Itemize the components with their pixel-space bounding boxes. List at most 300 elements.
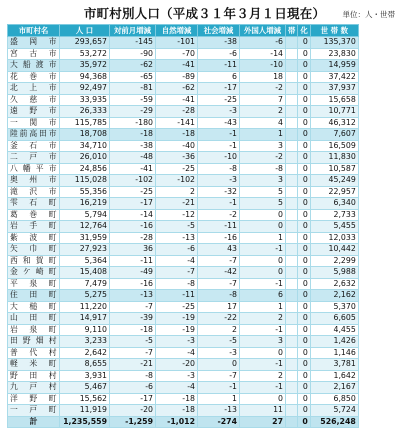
cell-municipality: 洋野町 [8, 393, 60, 405]
cell-foreign-change: 0 [240, 347, 286, 359]
cell-col7 [286, 163, 298, 175]
cell-col8: 0 [298, 221, 310, 233]
cell-col7 [286, 140, 298, 152]
cell-foreign-change: -1 [240, 244, 286, 256]
cell-col7 [286, 324, 298, 336]
table-row [8, 37, 359, 49]
cell-natural-change: -3 [156, 370, 198, 382]
cell-month-change: -18 [110, 324, 156, 336]
cell-social-change: 43 [198, 244, 240, 256]
cell-col8: 0 [298, 140, 310, 152]
cell-month-change: -59 [110, 94, 156, 106]
cell-households: 7,607 [310, 129, 358, 141]
cell-col8: 0 [298, 71, 310, 83]
cell-population: 34,710 [60, 140, 110, 152]
table-row [8, 221, 359, 233]
cell-month-change: -102 [110, 175, 156, 187]
cell-social-change: -32 [198, 186, 240, 198]
cell-social-change: -13 [198, 405, 240, 417]
cell-social-change: -1 [198, 129, 240, 141]
cell-natural-change: -18 [156, 405, 198, 417]
cell-natural-change: -8 [156, 278, 198, 290]
cell-natural-change: -4 [156, 347, 198, 359]
cell-foreign-change: 1 [240, 129, 286, 141]
cell-social-change: -1 [198, 140, 240, 152]
cell-col7 [286, 186, 298, 198]
cell-col7 [286, 359, 298, 371]
cell-natural-change: -28 [156, 106, 198, 118]
cell-population: 7,479 [60, 278, 110, 290]
cell-municipality: 花巻市 [8, 71, 60, 83]
cell-col7 [286, 175, 298, 187]
table-row [8, 152, 359, 164]
cell-col8: 0 [298, 370, 310, 382]
cell-foreign-change: -1 [240, 359, 286, 371]
table-row [8, 140, 359, 152]
cell-social-change: -43 [198, 117, 240, 129]
cell-population: 26,333 [60, 106, 110, 118]
header-social-change: 社会増減 [198, 25, 240, 37]
cell-natural-change: -7 [156, 267, 198, 279]
cell-municipality: 平泉町 [8, 278, 60, 290]
cell-month-change: -5 [110, 336, 156, 348]
cell-col8: 0 [298, 267, 310, 279]
cell-municipality: 北上市 [8, 83, 60, 95]
cell-population: 18,708 [60, 129, 110, 141]
cell-month-change: -8 [110, 370, 156, 382]
cell-col8: 0 [298, 60, 310, 72]
document-title: 市町村別人口（平成３１年３月１日現在） [83, 6, 326, 21]
table-row [8, 382, 359, 394]
cell-foreign-change: 3 [240, 336, 286, 348]
cell-col8: 0 [298, 198, 310, 210]
cell-population: 11,919 [60, 405, 110, 417]
cell-population: 9,110 [60, 324, 110, 336]
cell-foreign-change: 0 [240, 393, 286, 405]
cell-households: 4,455 [310, 324, 358, 336]
cell-col8: 0 [298, 301, 310, 313]
cell-col7 [286, 370, 298, 382]
cell-foreign-change: 1 [240, 232, 286, 244]
cell-households: 2,167 [310, 382, 358, 394]
header-municipality: 市町村名 [8, 25, 60, 37]
cell-col7 [286, 129, 298, 141]
cell-households: 10,442 [310, 244, 358, 256]
cell-municipality: 九戸村 [8, 382, 60, 394]
cell-month-change: -29 [110, 106, 156, 118]
cell-households: 1,146 [310, 347, 358, 359]
cell-population: 27,923 [60, 244, 110, 256]
cell-municipality: 一戸町 [8, 405, 60, 417]
table-row [8, 336, 359, 348]
cell-col7 [286, 221, 298, 233]
cell-month-change: -39 [110, 313, 156, 325]
total-cell-social-change: -274 [198, 416, 240, 428]
cell-natural-change: 2 [156, 186, 198, 198]
cell-municipality: 紫波町 [8, 232, 60, 244]
table-row [8, 83, 359, 95]
cell-col8: 0 [298, 336, 310, 348]
cell-households: 10,771 [310, 106, 358, 118]
cell-col7 [286, 313, 298, 325]
cell-col8: 0 [298, 37, 310, 49]
cell-month-change: -21 [110, 359, 156, 371]
cell-population: 3,931 [60, 370, 110, 382]
table-row [8, 106, 359, 118]
cell-natural-change: -141 [156, 117, 198, 129]
cell-municipality: 大船渡市 [8, 60, 60, 72]
cell-municipality: 陸前高田市 [8, 129, 60, 141]
cell-col7 [286, 94, 298, 106]
cell-municipality: 軽米町 [8, 359, 60, 371]
cell-col8: 0 [298, 152, 310, 164]
cell-col8: 0 [298, 48, 310, 60]
cell-households: 14,959 [310, 60, 358, 72]
cell-natural-change: -25 [156, 163, 198, 175]
cell-households: 23,830 [310, 48, 358, 60]
cell-col7 [286, 83, 298, 95]
cell-col8: 0 [298, 186, 310, 198]
cell-col7 [286, 393, 298, 405]
cell-households: 5,724 [310, 405, 358, 417]
cell-municipality: 西和賀町 [8, 255, 60, 267]
table-row [8, 175, 359, 187]
cell-month-change: -180 [110, 117, 156, 129]
cell-natural-change: -21 [156, 198, 198, 210]
cell-col8: 0 [298, 255, 310, 267]
cell-social-change: -17 [198, 83, 240, 95]
table-row [8, 393, 359, 405]
cell-col7 [286, 106, 298, 118]
cell-month-change: -6 [110, 382, 156, 394]
cell-foreign-change: -8 [240, 163, 286, 175]
header-col8: 化 [298, 25, 310, 37]
cell-foreign-change: -6 [240, 37, 286, 49]
table-row [8, 313, 359, 325]
total-cell-foreign-change: 27 [240, 416, 286, 428]
table-header-row [8, 25, 359, 37]
cell-social-change: -1 [198, 382, 240, 394]
header-population: 人 口 [60, 25, 110, 37]
cell-natural-change: -36 [156, 152, 198, 164]
cell-natural-change: -5 [156, 221, 198, 233]
cell-population: 5,364 [60, 255, 110, 267]
cell-foreign-change: 2 [240, 313, 286, 325]
cell-col7 [286, 301, 298, 313]
header-month-change: 対前月増減 [110, 25, 156, 37]
cell-social-change: -7 [198, 255, 240, 267]
cell-col8: 0 [298, 405, 310, 417]
cell-municipality: 滝沢市 [8, 186, 60, 198]
cell-col7 [286, 244, 298, 256]
cell-month-change: -49 [110, 267, 156, 279]
cell-social-change: -8 [198, 290, 240, 302]
cell-natural-change: -18 [156, 129, 198, 141]
cell-foreign-change: -1 [240, 324, 286, 336]
cell-population: 35,972 [60, 60, 110, 72]
cell-foreign-change: 11 [240, 405, 286, 417]
cell-municipality: 宮古市 [8, 48, 60, 60]
table-row [8, 94, 359, 106]
cell-month-change: -145 [110, 37, 156, 49]
cell-month-change: -17 [110, 393, 156, 405]
total-cell-month-change: -1,259 [110, 416, 156, 428]
header-natural-change: 自然増減 [156, 25, 198, 37]
cell-natural-change: -4 [156, 255, 198, 267]
total-cell-households: 526,248 [310, 416, 358, 428]
cell-social-change: -8 [198, 163, 240, 175]
cell-municipality: 久慈市 [8, 94, 60, 106]
cell-social-change: -38 [198, 37, 240, 49]
cell-population: 5,275 [60, 290, 110, 302]
cell-households: 46,312 [310, 117, 358, 129]
cell-natural-change: -13 [156, 232, 198, 244]
cell-natural-change: -89 [156, 71, 198, 83]
cell-social-change: -7 [198, 370, 240, 382]
cell-municipality: 田野畑村 [8, 336, 60, 348]
cell-natural-change: -19 [156, 313, 198, 325]
cell-month-change: -17 [110, 198, 156, 210]
cell-col7 [286, 152, 298, 164]
cell-foreign-change: -14 [240, 48, 286, 60]
cell-households: 37,422 [310, 71, 358, 83]
cell-population: 53,272 [60, 48, 110, 60]
cell-municipality: 岩手町 [8, 221, 60, 233]
cell-municipality: 野田村 [8, 370, 60, 382]
cell-col8: 0 [298, 106, 310, 118]
cell-col8: 0 [298, 290, 310, 302]
cell-population: 15,408 [60, 267, 110, 279]
cell-col8: 0 [298, 278, 310, 290]
cell-social-change: -2 [198, 209, 240, 221]
cell-foreign-change: 2 [240, 106, 286, 118]
cell-foreign-change: 2 [240, 370, 286, 382]
cell-population: 115,028 [60, 175, 110, 187]
cell-col7 [286, 209, 298, 221]
cell-month-change: -11 [110, 255, 156, 267]
cell-natural-change: -18 [156, 393, 198, 405]
cell-col7 [286, 255, 298, 267]
cell-month-change: -90 [110, 48, 156, 60]
cell-social-change: -5 [198, 336, 240, 348]
cell-natural-change: -41 [156, 94, 198, 106]
cell-households: 5,988 [310, 267, 358, 279]
cell-col8: 0 [298, 232, 310, 244]
cell-households: 2,733 [310, 209, 358, 221]
cell-col7 [286, 347, 298, 359]
table-row [8, 301, 359, 313]
table-row [8, 324, 359, 336]
cell-population: 8,655 [60, 359, 110, 371]
cell-municipality: 住田町 [8, 290, 60, 302]
cell-municipality: 山田町 [8, 313, 60, 325]
cell-col7 [286, 60, 298, 72]
cell-households: 6,605 [310, 313, 358, 325]
table-row [8, 290, 359, 302]
table-row [8, 267, 359, 279]
table-row [8, 405, 359, 417]
table-row [8, 163, 359, 175]
cell-population: 115,785 [60, 117, 110, 129]
cell-col7 [286, 232, 298, 244]
cell-municipality: 盛岡市 [8, 37, 60, 49]
header-households: 世 帯 数 [310, 25, 358, 37]
cell-social-change: 2 [198, 324, 240, 336]
table-row [8, 117, 359, 129]
cell-month-change: -14 [110, 209, 156, 221]
cell-natural-change: -20 [156, 359, 198, 371]
cell-social-change: 0 [198, 359, 240, 371]
cell-col8: 0 [298, 117, 310, 129]
cell-foreign-change: 0 [240, 255, 286, 267]
cell-natural-change: -6 [156, 244, 198, 256]
cell-foreign-change: -10 [240, 60, 286, 72]
cell-col7 [286, 48, 298, 60]
cell-social-change: -7 [198, 278, 240, 290]
cell-month-change: -62 [110, 60, 156, 72]
cell-social-change: -22 [198, 313, 240, 325]
cell-population: 26,010 [60, 152, 110, 164]
cell-col8: 0 [298, 359, 310, 371]
cell-social-change: -6 [198, 48, 240, 60]
cell-municipality: 金ケ崎町 [8, 267, 60, 279]
cell-col7 [286, 405, 298, 417]
table-row [8, 370, 359, 382]
cell-natural-change: -12 [156, 209, 198, 221]
cell-col8: 0 [298, 163, 310, 175]
cell-col7 [286, 382, 298, 394]
table-row [8, 209, 359, 221]
cell-households: 135,370 [310, 37, 358, 49]
cell-month-change: -48 [110, 152, 156, 164]
cell-households: 6,850 [310, 393, 358, 405]
cell-municipality: 葛巻町 [8, 209, 60, 221]
cell-households: 45,249 [310, 175, 358, 187]
table-row [8, 244, 359, 256]
cell-population: 16,219 [60, 198, 110, 210]
cell-population: 92,497 [60, 83, 110, 95]
cell-col7 [286, 267, 298, 279]
cell-social-change: 17 [198, 301, 240, 313]
cell-population: 14,917 [60, 313, 110, 325]
cell-households: 37,937 [310, 83, 358, 95]
cell-municipality: 二戸市 [8, 152, 60, 164]
total-cell-population: 1,235,559 [60, 416, 110, 428]
cell-month-change: -20 [110, 405, 156, 417]
cell-social-change: -42 [198, 267, 240, 279]
cell-foreign-change: -1 [240, 278, 286, 290]
cell-municipality: 奥州市 [8, 175, 60, 187]
cell-households: 5,370 [310, 301, 358, 313]
cell-households: 1,426 [310, 336, 358, 348]
cell-municipality: 普代村 [8, 347, 60, 359]
cell-month-change: -16 [110, 221, 156, 233]
table-row [8, 255, 359, 267]
cell-month-change: -38 [110, 140, 156, 152]
cell-natural-change: -70 [156, 48, 198, 60]
table-row [8, 232, 359, 244]
cell-households: 16,509 [310, 140, 358, 152]
total-cell-col8: 0 [298, 416, 310, 428]
cell-month-change: -25 [110, 186, 156, 198]
cell-foreign-change: 3 [240, 175, 286, 187]
table-row [8, 186, 359, 198]
cell-col8: 0 [298, 324, 310, 336]
cell-households: 1,642 [310, 370, 358, 382]
cell-municipality: 雫石町 [8, 198, 60, 210]
cell-population: 5,794 [60, 209, 110, 221]
cell-foreign-change: -1 [240, 382, 286, 394]
cell-month-change: -13 [110, 290, 156, 302]
cell-population: 24,856 [60, 163, 110, 175]
cell-households: 2,162 [310, 290, 358, 302]
cell-col8: 0 [298, 382, 310, 394]
cell-social-change: -1 [198, 198, 240, 210]
cell-col7 [286, 336, 298, 348]
cell-population: 11,220 [60, 301, 110, 313]
cell-foreign-change: -2 [240, 83, 286, 95]
cell-households: 10,587 [310, 163, 358, 175]
cell-social-change: 6 [198, 71, 240, 83]
cell-households: 11,830 [310, 152, 358, 164]
table-row [8, 129, 359, 141]
cell-foreign-change: 6 [240, 290, 286, 302]
cell-foreign-change: -2 [240, 152, 286, 164]
cell-population: 55,356 [60, 186, 110, 198]
cell-social-change: -3 [198, 347, 240, 359]
cell-foreign-change: 0 [240, 209, 286, 221]
total-cell-natural-change: -1,012 [156, 416, 198, 428]
table-row [8, 71, 359, 83]
cell-population: 94,368 [60, 71, 110, 83]
table-row [8, 198, 359, 210]
cell-social-change: -25 [198, 94, 240, 106]
cell-natural-change: -62 [156, 83, 198, 95]
cell-col8: 0 [298, 347, 310, 359]
cell-month-change: -65 [110, 71, 156, 83]
cell-col8: 0 [298, 244, 310, 256]
cell-social-change: -3 [198, 106, 240, 118]
cell-natural-change: -19 [156, 324, 198, 336]
cell-households: 6,340 [310, 198, 358, 210]
cell-col7 [286, 71, 298, 83]
cell-foreign-change: 4 [240, 117, 286, 129]
cell-households: 22,957 [310, 186, 358, 198]
cell-natural-change: -41 [156, 60, 198, 72]
cell-natural-change: -3 [156, 336, 198, 348]
cell-col8: 0 [298, 129, 310, 141]
table-row [8, 60, 359, 72]
cell-households: 2,299 [310, 255, 358, 267]
cell-population: 293,657 [60, 37, 110, 49]
cell-municipality: 釜石市 [8, 140, 60, 152]
cell-month-change: -7 [110, 347, 156, 359]
cell-foreign-change: 18 [240, 71, 286, 83]
cell-municipality: 岩泉町 [8, 324, 60, 336]
cell-population: 2,642 [60, 347, 110, 359]
cell-foreign-change: 0 [240, 267, 286, 279]
cell-month-change: -81 [110, 83, 156, 95]
cell-social-change: -11 [198, 221, 240, 233]
cell-month-change: -18 [110, 129, 156, 141]
cell-households: 12,033 [310, 232, 358, 244]
cell-social-change: 1 [198, 393, 240, 405]
cell-foreign-change: 3 [240, 140, 286, 152]
cell-municipality: 一関市 [8, 117, 60, 129]
cell-month-change: 36 [110, 244, 156, 256]
total-cell-municipality: 計 [8, 416, 60, 428]
cell-population: 12,764 [60, 221, 110, 233]
